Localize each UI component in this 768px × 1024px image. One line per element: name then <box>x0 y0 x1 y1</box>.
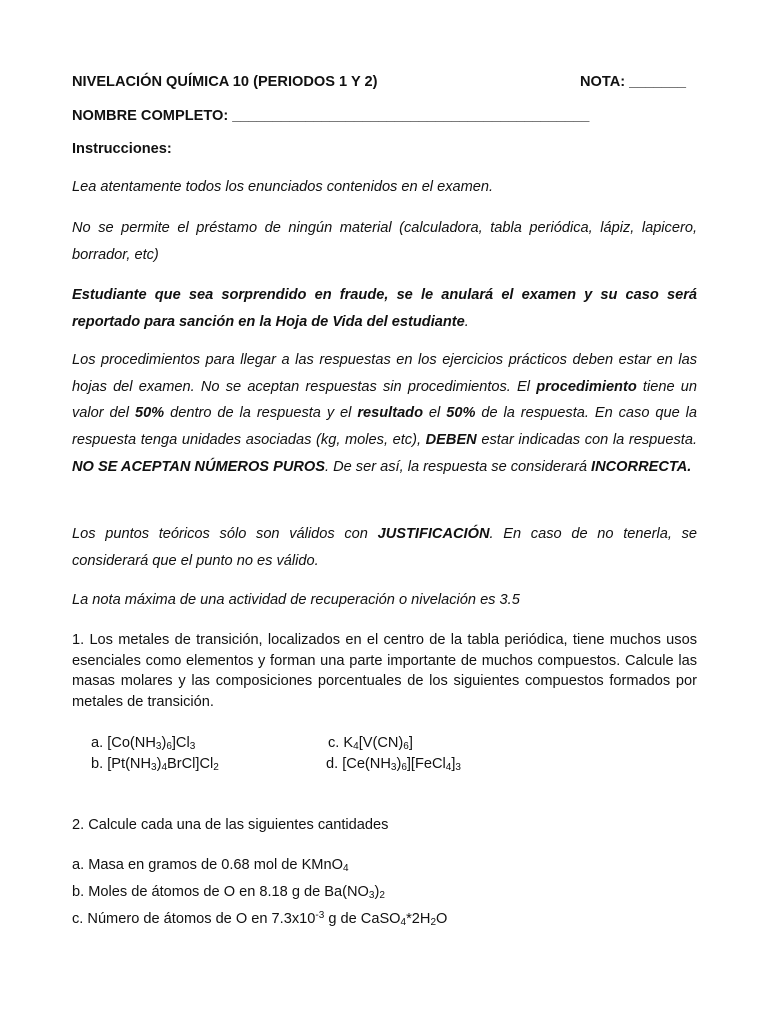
instruction-theory: Los puntos teóricos sólo son válidos con JUSTIFICACIÓN. En caso de no tenerla, se considerará que el punto no es válido. <box>72 526 697 569</box>
student-name-field: NOMBRE COMPLETO: ____________________________________________ <box>72 108 590 124</box>
instruction-procedures: Los procedimientos para llegar a las respuestas en los ejercicios prácticos deben estar en las hojas del examen. No se aceptan respuestas sin procedimientos. El procedimiento tiene un valor del 50% dentro de la respuesta y el resultado el 50% de la respuesta. En caso que la respuesta tenga unidades asociadas (kg, moles, etc), DEBEN estar indicadas con la respuesta. NO SE ACEPTAN NÚMEROS PUROS. De ser así, la respuesta se considerará INCORRECTA. <box>72 352 697 475</box>
fraud-warning: Estudiante que sea sorprendido en fraude, se le anulará el examen y su caso será reportado para sanción en la Hoja de Vida del estudiante <box>72 287 697 330</box>
compound-c: c. $K_4[V(CN)_6]$ <box>328 735 413 752</box>
exam-page <box>72 0 697 1024</box>
instructions-heading: Instrucciones: <box>72 141 172 157</box>
compound-d: d. $[Ce(NH_3)_6][FeCl_4]_3$ <box>326 756 461 773</box>
instruction-no-lending: No se permite el préstamo de ningún material (calculadora, tabla periódica, lápiz, lapicero, borrador, etc) <box>72 220 697 263</box>
instruction-read: Lea atentamente todos los enunciados contenidos en el examen. <box>72 179 494 195</box>
grade-field: NOTA: _______ <box>580 74 686 90</box>
question-2a: a. Masa en gramos de 0.68 mol de KMnO$_4$ <box>72 857 349 874</box>
question-1-text: 1. Los metales de transición, localizados en el centro de la tabla periódica, tiene muchos usos esenciales como elementos y forman una parte importante de muchos compuestos. Calcule las masas molares y las composiciones porcentuales de los siguientes compuestos formados por metales de transición. <box>72 632 697 710</box>
compound-b: b. $[Pt(NH_3)_4BrCl]Cl_2$ <box>91 756 219 773</box>
instruction-max-grade: La nota máxima de una actividad de recuperación o nivelación es 3.5 <box>72 592 520 608</box>
instruction-fraud: Estudiante que sea sorprendido en fraude, se le anulará el examen y su caso será reportado para sanción en la Hoja de Vida del estudiante. <box>72 287 697 330</box>
compound-a: a. $[Co(NH_3)_6]Cl_3$ <box>91 735 196 752</box>
question-2b: b. Moles de átomos de O en 8.18 g de $Ba(NO_3)_2$ <box>72 884 385 901</box>
question-2c: c. Número de átomos de O en $7.3x10^{-3}$ g de $CaSO_4*2H_2O$ <box>72 910 448 928</box>
exam-title: NIVELACIÓN QUÍMICA 10 (PERIODOS 1 Y 2) <box>72 74 378 90</box>
question-2-text: 2. Calcule cada una de las siguientes cantidades <box>72 817 389 833</box>
